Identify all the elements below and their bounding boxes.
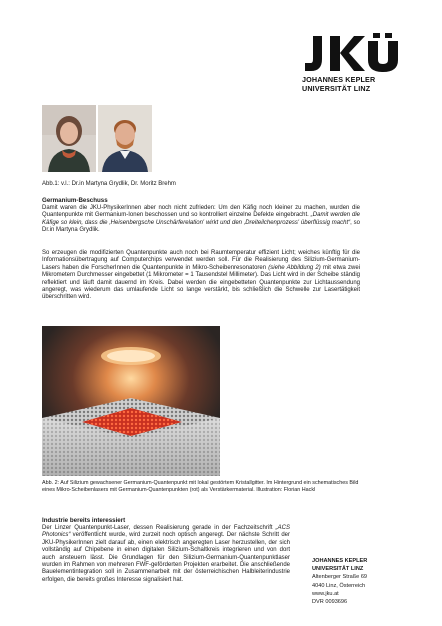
address-street: Altenberger Straße 69 (312, 574, 368, 581)
address-dvr: DVR 0093696 (312, 599, 348, 606)
paragraph-2-figure-ref: (siehe Abbildung 2) (268, 264, 321, 271)
paragraph-1-text-a: Damit waren die JKU-PhysikerInnen aber noch nicht zufrieden: Um den Käfig noch kleiner zu machen, wurden die Quantenpunkte mit Germanium-Ionen beschossen und so kontrolliert einzelne Defekte eingebracht. (42, 205, 360, 219)
paragraph-2-text-b: mit etwa zwei Mikrometern Durchmesser eingebettet (1 Mikrometer = 1 Tausendstel Millimeter). Das Licht wird in der Scheibe ständig reflektiert und läuft damit dauernd im Kreis. Dabei werden die eingebetteten Quantenpunkte zur Lichtaussendung angeregt, was wiederum das umlaufende Licht so lange verstärkt, bis schließlich die Schwelle zur Lasertätigkeit überschritten wird. (42, 264, 361, 301)
paragraph-3 (42, 525, 290, 584)
jku-logo (302, 33, 420, 95)
address-line-2: UNIVERSITÄT LINZ (312, 566, 364, 573)
figure-2-caption: Abb. 2: Auf Silizium gewachsener Germanium-Quantenpunkt mit lokal gestörtem Kristallgitter. Im Hintergrund ein schematisches Bild eines Mikro-Scheibenlasers mit Germanium-Quantenpunkten (rot) als Verstärkermaterial. Illustration: Florian Hackl (42, 480, 359, 493)
figure-1-caption: Abb.1: v.l.: Dr.in Martyna Grydlik, Dr. Moritz Brehm (42, 181, 176, 187)
paragraph-2 (42, 250, 360, 302)
portrait-moritz-brehm (98, 105, 152, 172)
quantum-dot-laser-illustration (42, 326, 220, 476)
university-address (312, 557, 367, 606)
paragraph-1-text-b: , so Dr.in Martyna Grydlik. (42, 219, 361, 234)
section-heading-germanium: Germanium-Beschuss (42, 197, 108, 204)
paragraph-3-text-a: Der Linzer Quantenpunkt-Laser, dessen Realisierung gerade in der Fachzeitschrift (42, 525, 276, 531)
address-city: 4040 Linz, Österreich (312, 582, 366, 589)
paragraph-3-text-b: veröffentlicht wurde, wird zurzeit noch optisch angeregt. Der nächste Schritt der JKU-PhysikerInnen zielt darauf ab, einen elektrisch angeregten Laser herzustellen, der sich vollständig auf Chipebene in einen digitalen Silizium-Schaltkreis integrieren und von dort auch ansteuern lässt. Die Grundlagen für den Silizium-Germanium-Quantenpunktlaser wurden im Rahmen von mehreren FWF-geförderten Projekten erarbeitet. Die anschließende Bauelementintegration soll in Zusammenarbeit mit der österreichischen Halbleiterindustrie erfolgen, die bereits großes Interesse signalisiert hat. (42, 532, 290, 583)
address-line-1: JOHANNES KEPLER (312, 558, 368, 564)
jku-logo-mark (302, 33, 420, 75)
address-website: www.jku.at (312, 590, 339, 597)
portrait-martyna-grydlik (42, 105, 96, 172)
paragraph-2-text-a: So erzeugen die modifizierten Quantenpunkte auch noch bei Raumtemperatur effizient Licht; weiches künftig für die Informationsübertragung auf Computerchips verwendet werden soll. Für die Realisierung des Silizium-Germanium-Lasers haben die ForscherInnen die Quantenpunkte in Mikro-Scheibenresonatoren (42, 250, 360, 271)
section-heading-industry: Industrie bereits interessiert (42, 517, 126, 524)
paragraph-3-journal: „ACS Photonics“ (42, 525, 290, 539)
paragraph-1-quote: „Damit werden die Käfige so klein, dass die ‚Heisenbergsche Unschärferelation' wirkt und den ‚Dreiteilchenprozess' überflüssig macht“ (42, 212, 361, 226)
paragraph-1 (42, 205, 360, 235)
logo-line-1: JOHANNES KEPLER (302, 75, 376, 84)
logo-line-2: UNIVERSITÄT LINZ (302, 84, 371, 93)
